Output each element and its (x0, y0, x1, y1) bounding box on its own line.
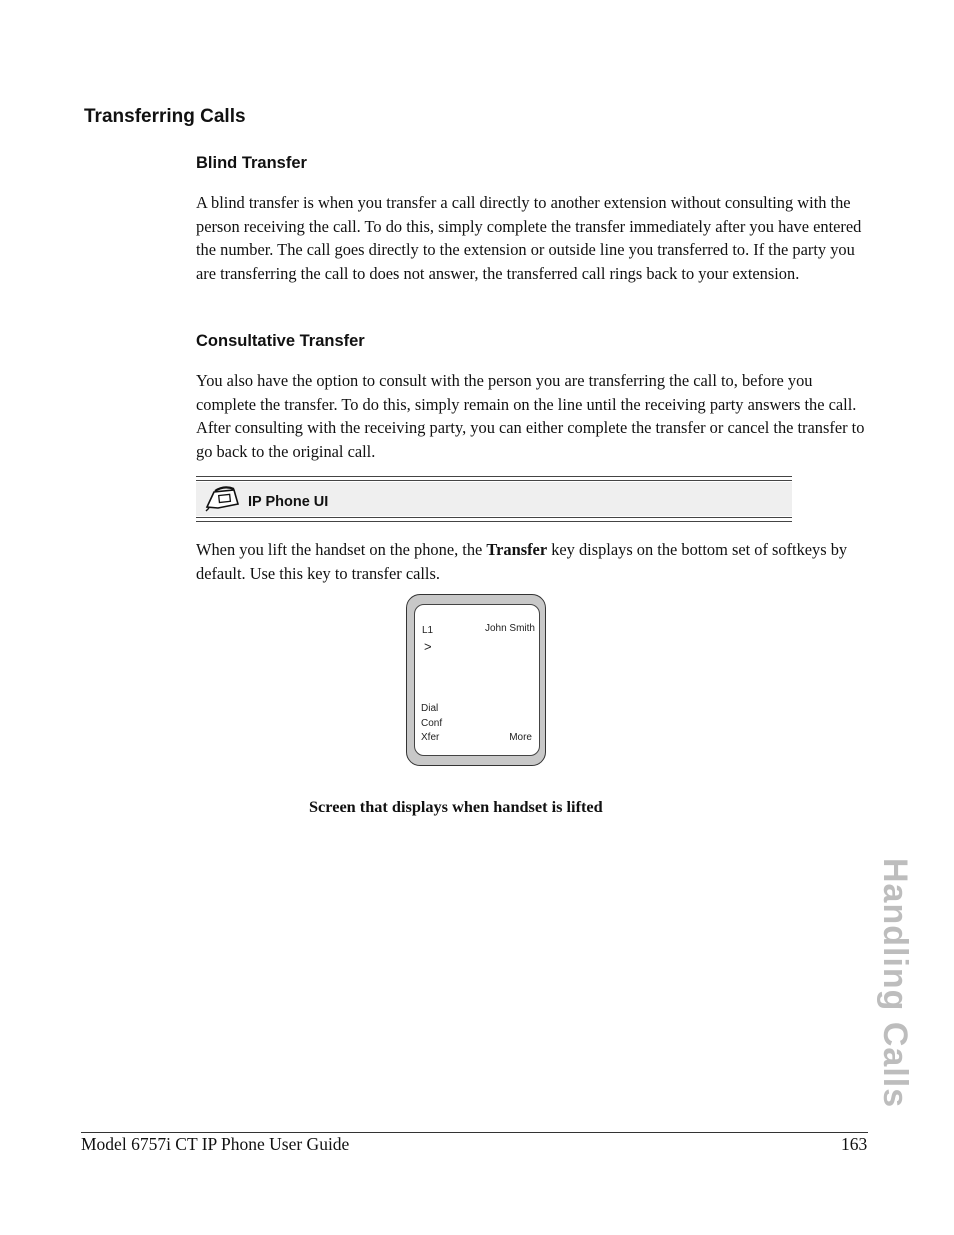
softkey-conf[interactable]: Conf (421, 718, 443, 729)
instruction-text-start: When you lift the handset on the phone, the (196, 540, 487, 559)
softkey-xfer[interactable]: Xfer (421, 732, 440, 743)
blind-transfer-heading: Blind Transfer (196, 154, 307, 172)
footer-rule (81, 1132, 868, 1133)
phone-icon (204, 486, 240, 517)
transfer-key-name: Transfer (486, 540, 548, 559)
phone-screen-figure (406, 594, 546, 766)
figure-caption: Screen that displays when handset is lifted (309, 797, 603, 816)
instruction-text-end: key displays on the bottom set of softkeys by default. Use this key to transfer calls. (196, 540, 848, 583)
section-title: Transferring Calls (84, 106, 246, 127)
instruction-paragraph (196, 538, 871, 585)
ip-phone-ui-callout (196, 476, 792, 522)
consultative-transfer-paragraph: You also have the option to consult with the person you are transferring the call to, before you complete the transfer. To do this, simply remain on the line until the receiving party answers the call. After consulting with the receiving party, you can either complete the transfer or cancel the transfer to go back to the original call. (196, 371, 865, 461)
blind-transfer-paragraph: A blind transfer is when you transfer a call directly to another extension without consulting with the person receiving the call. To do this, simply complete the transfer immediately after you have entered the number. The call goes directly to the extension or outside line you transferred to. If the party you are transferring the call to does not answer, the transferred call rings back to your extension. (196, 193, 862, 283)
softkey-more[interactable]: More (509, 732, 532, 743)
caller-name: John Smith (484, 623, 535, 634)
dial-prompt: > (424, 639, 432, 654)
chapter-side-tab (857, 858, 919, 1108)
line-indicator: L1 (422, 625, 434, 636)
page-number: 163 (841, 1134, 868, 1154)
callout-label: IP Phone UI (248, 494, 329, 510)
phone-display (414, 604, 540, 756)
footer-title: Model 6757i CT IP Phone User Guide (81, 1134, 350, 1154)
softkey-dial[interactable]: Dial (421, 703, 439, 714)
consultative-transfer-heading: Consultative Transfer (196, 332, 365, 350)
chapter-side-tab-label: Handling Calls (876, 858, 914, 1109)
